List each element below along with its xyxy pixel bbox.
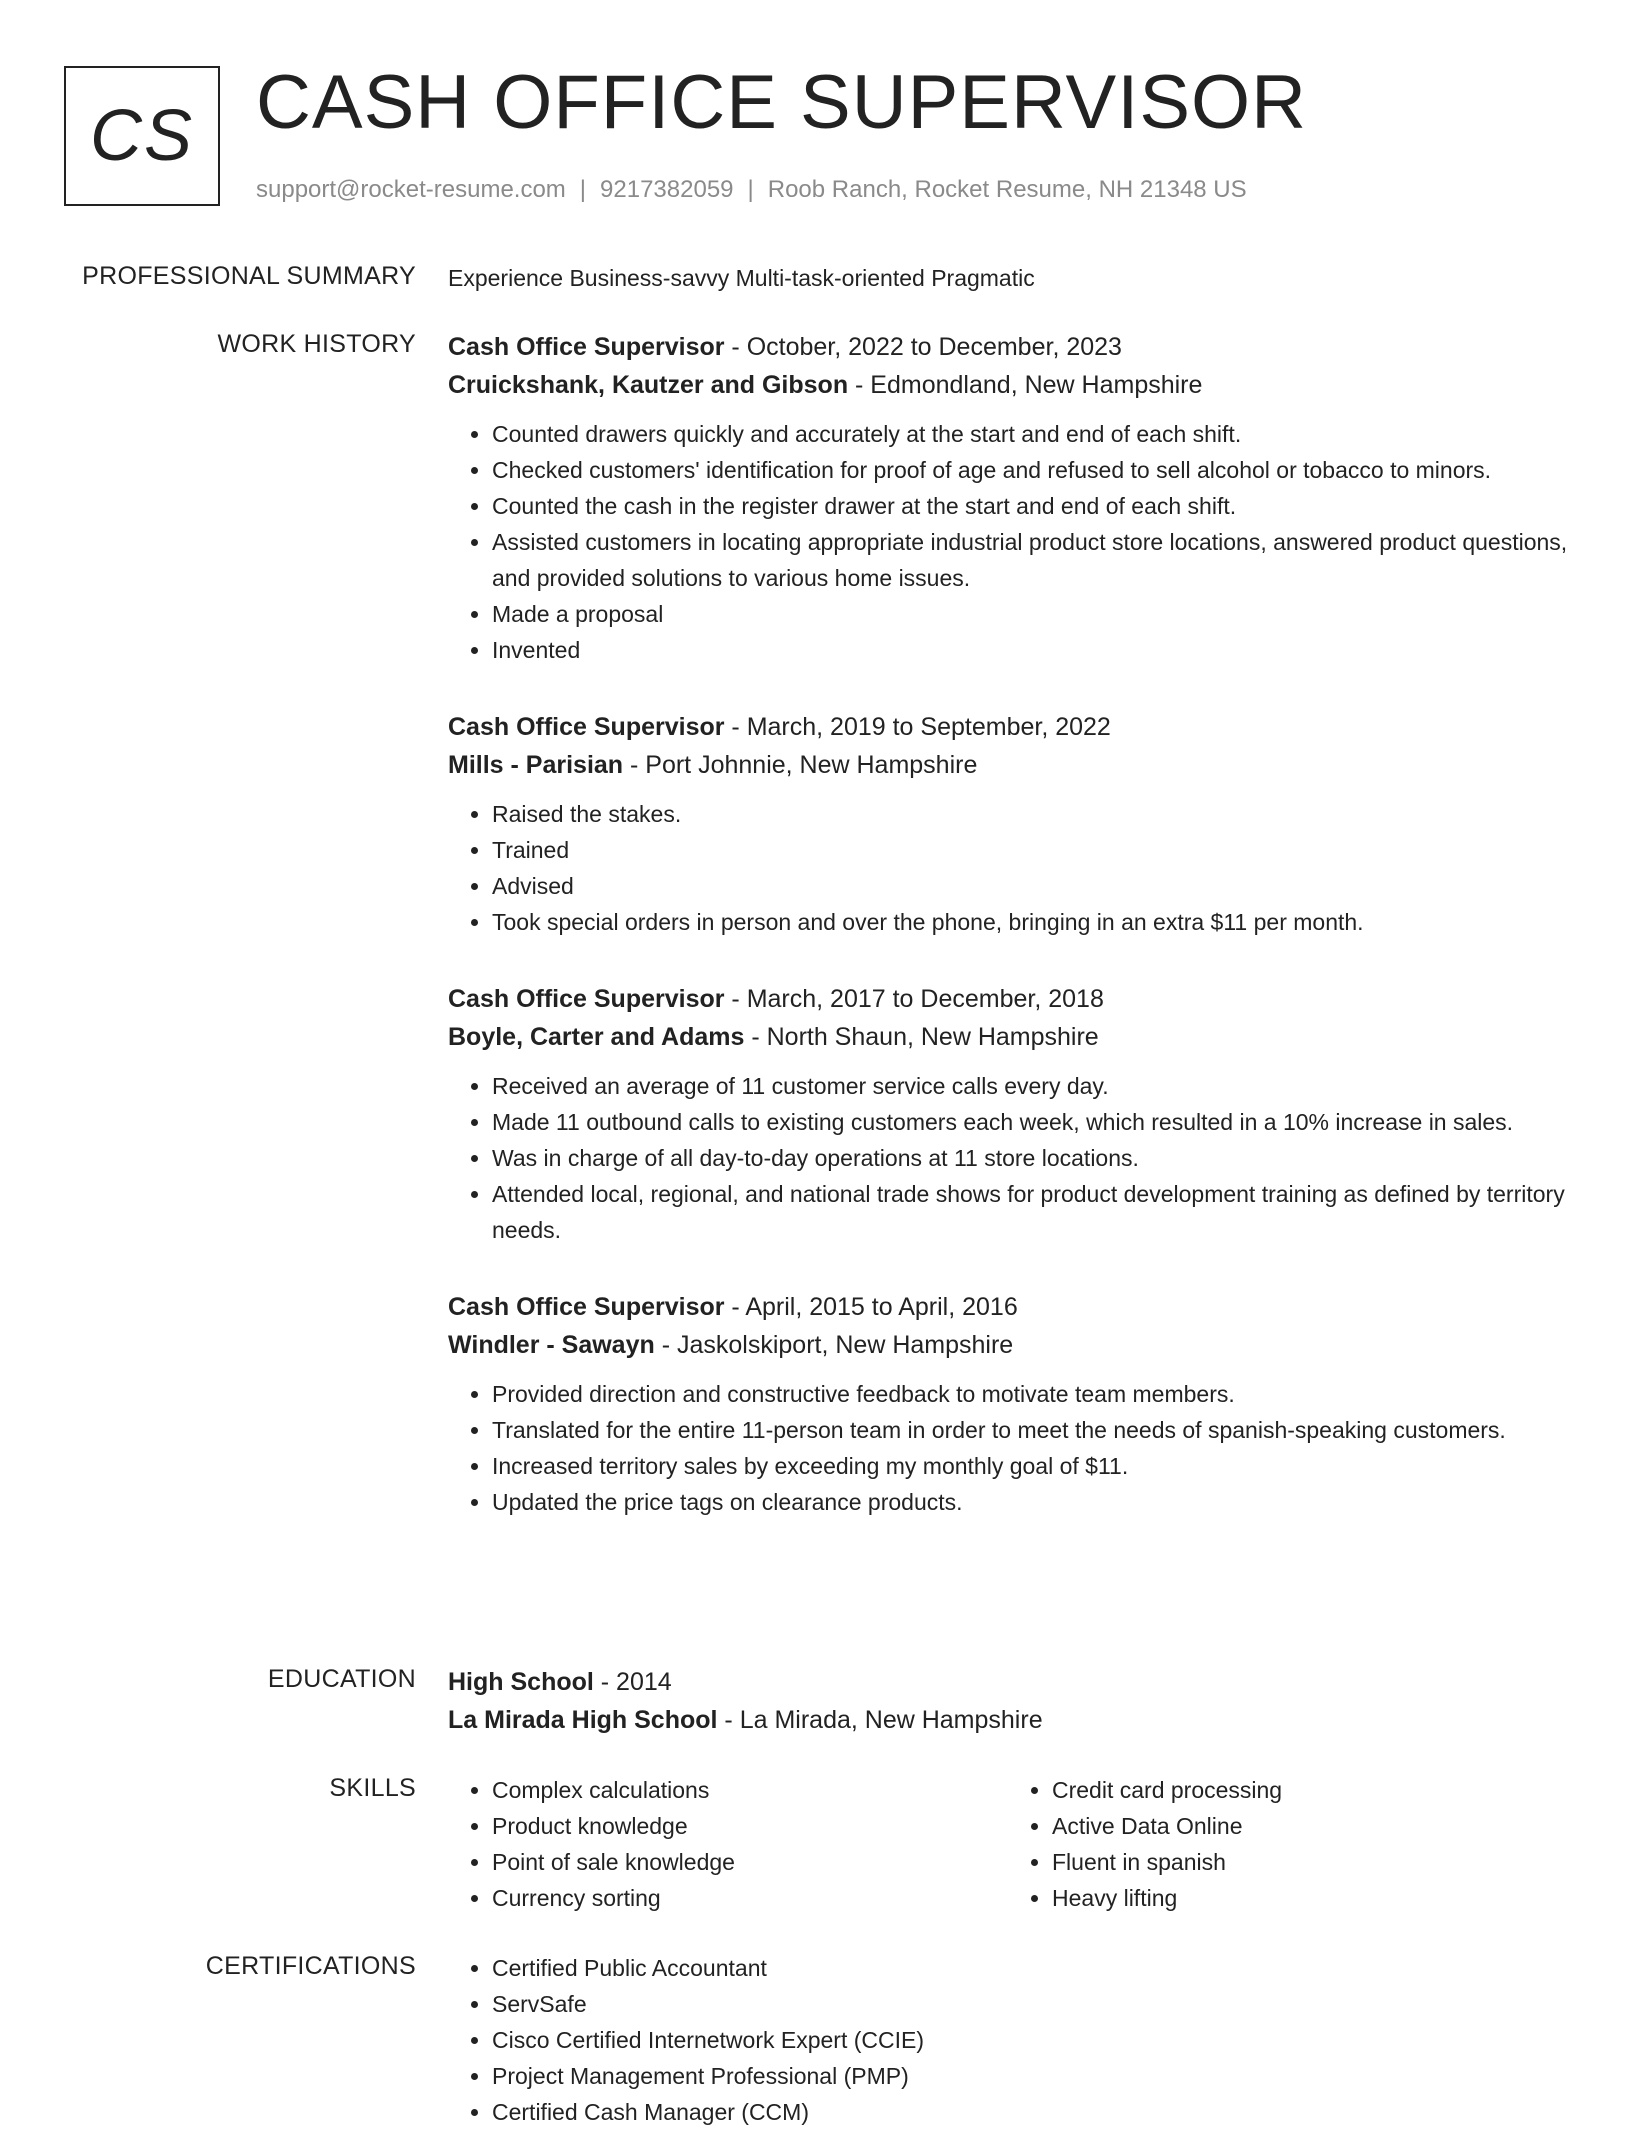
job-title-line: [448, 980, 1568, 1018]
certification-item: • Certified Cash Manager (CCM): [492, 2094, 1568, 2130]
job-location: - Jaskolskiport, New Hampshire: [654, 1331, 1014, 1359]
bullet-item: • Made a proposal: [492, 596, 1568, 632]
bullet-item: • Increased territory sales by exceeding my monthly goal of $11.: [492, 1448, 1568, 1484]
monogram-logo: CS: [64, 66, 220, 206]
certifications-list: [448, 1950, 1568, 2130]
job-dates: - October, 2022 to December, 2023: [724, 333, 1122, 361]
summary-text: Experience Business-savvy Multi-task-oriented Pragmatic: [448, 265, 1035, 291]
job-title-line: [448, 708, 1568, 746]
contact-email[interactable]: support@rocket-resume.com: [256, 176, 566, 203]
bullet-item: • Was in charge of all day-to-day operations at 11 store locations.: [492, 1140, 1568, 1176]
skill-item: • Active Data Online: [1052, 1808, 1568, 1844]
certification-item: • Project Management Professional (PMP): [492, 2058, 1568, 2094]
bullet-item: • Counted the cash in the register drawer at the start and end of each shift.: [492, 488, 1568, 524]
job-title-line: [448, 1288, 1568, 1326]
education-school-line: [448, 1701, 1568, 1739]
job-company-line: [448, 746, 1568, 784]
job-company-line: [448, 366, 1568, 404]
education-degree: High School: [448, 1668, 594, 1696]
bullet-item: • Received an average of 11 customer service calls every day.: [492, 1068, 1568, 1104]
job-dates: - March, 2019 to September, 2022: [724, 713, 1111, 741]
job-entry: [448, 328, 1568, 668]
job-company: Mills - Parisian: [448, 751, 624, 779]
section-label: CERTIFICATIONS: [205, 1952, 416, 1980]
skill-item: • Credit card processing: [1052, 1772, 1568, 1808]
bullet-item: • Raised the stakes.: [492, 796, 1568, 832]
education-location: - La Mirada, New Hampshire: [717, 1706, 1043, 1734]
job-bullets: [448, 796, 1568, 940]
job-title: Cash Office Supervisor: [448, 333, 725, 361]
job-title: Cash Office Supervisor: [448, 713, 725, 741]
job-company: Windler - Sawayn: [448, 1331, 655, 1359]
page-title: CASH OFFICE SUPERVISOR: [256, 60, 1308, 145]
bullet-item: • Attended local, regional, and national trade shows for product development training as defined by territory needs.: [492, 1176, 1568, 1248]
bullet-item: • Made 11 outbound calls to existing customers each week, which resulted in a 10% increase in sales.: [492, 1104, 1568, 1140]
education-year: - 2014: [593, 1668, 672, 1696]
certification-item: • Cisco Certified Internetwork Expert (CCIE): [492, 2022, 1568, 2058]
skill-item: • Complex calculations: [492, 1772, 1008, 1808]
skills-column-2: [1008, 1772, 1568, 1916]
job-title: Cash Office Supervisor: [448, 1293, 725, 1321]
section-label: WORK HISTORY: [217, 330, 416, 358]
job-bullets: [448, 1068, 1568, 1248]
skill-item: • Fluent in spanish: [1052, 1844, 1568, 1880]
bullet-item: • Checked customers' identification for proof of age and refused to sell alcohol or tobacco to minors.: [492, 452, 1568, 488]
bullet-item: • Took special orders in person and over the phone, bringing in an extra $11 per month.: [492, 904, 1568, 940]
job-title-line: [448, 328, 1568, 366]
job-company: Boyle, Carter and Adams: [448, 1023, 745, 1051]
contact-separator: |: [579, 176, 587, 203]
job-bullets: [448, 416, 1568, 668]
job-dates: - March, 2017 to December, 2018: [724, 985, 1104, 1013]
skills-column-1: [448, 1772, 1008, 1916]
job-title: Cash Office Supervisor: [448, 985, 725, 1013]
education-school: La Mirada High School: [448, 1706, 718, 1734]
bullet-item: • Counted drawers quickly and accurately at the start and end of each shift.: [492, 416, 1568, 452]
job-bullets: [448, 1376, 1568, 1520]
bullet-item: • Assisted customers in locating appropriate industrial product store locations, answered product questions, and provided solutions to various home issues.: [492, 524, 1568, 596]
certification-item: • ServSafe: [492, 1986, 1568, 2022]
section-label: EDUCATION: [267, 1665, 416, 1693]
job-company-line: [448, 1018, 1568, 1056]
job-company: Cruickshank, Kautzer and Gibson: [448, 371, 849, 399]
job-location: - North Shaun, New Hampshire: [744, 1023, 1099, 1051]
bullet-item: • Advised: [492, 868, 1568, 904]
contact-separator: |: [747, 176, 754, 203]
skill-item: • Currency sorting: [492, 1880, 1008, 1916]
job-location: - Port Johnnie, New Hampshire: [623, 751, 978, 779]
bullet-item: • Updated the price tags on clearance products.: [492, 1484, 1568, 1520]
jobs-list: [448, 328, 1568, 1560]
skill-item: • Product knowledge: [492, 1808, 1008, 1844]
section-label: PROFESSIONAL SUMMARY: [82, 262, 416, 290]
skill-item: • Heavy lifting: [1052, 1880, 1568, 1916]
contact-address: Roob Ranch, Rocket Resume, NH 21348 US: [767, 176, 1247, 203]
bullet-item: • Invented: [492, 632, 1568, 668]
job-entry: [448, 980, 1568, 1248]
job-entry: [448, 1288, 1568, 1520]
bullet-item: • Trained: [492, 832, 1568, 868]
bullet-item: • Translated for the entire 11-person team in order to meet the needs of spanish-speaking customers.: [492, 1412, 1568, 1448]
job-dates: - April, 2015 to April, 2016: [724, 1293, 1018, 1321]
job-entry: [448, 708, 1568, 940]
education-degree-line: [448, 1663, 1568, 1701]
job-company-line: [448, 1326, 1568, 1364]
bullet-item: • Provided direction and constructive feedback to motivate team members.: [492, 1376, 1568, 1412]
certification-item: • Certified Public Accountant: [492, 1950, 1568, 1986]
job-location: - Edmondland, New Hampshire: [848, 371, 1203, 399]
skill-item: • Point of sale knowledge: [492, 1844, 1008, 1880]
contact-line: [256, 176, 1247, 204]
contact-phone: 9217382059: [600, 176, 734, 203]
section-label: SKILLS: [329, 1774, 416, 1802]
